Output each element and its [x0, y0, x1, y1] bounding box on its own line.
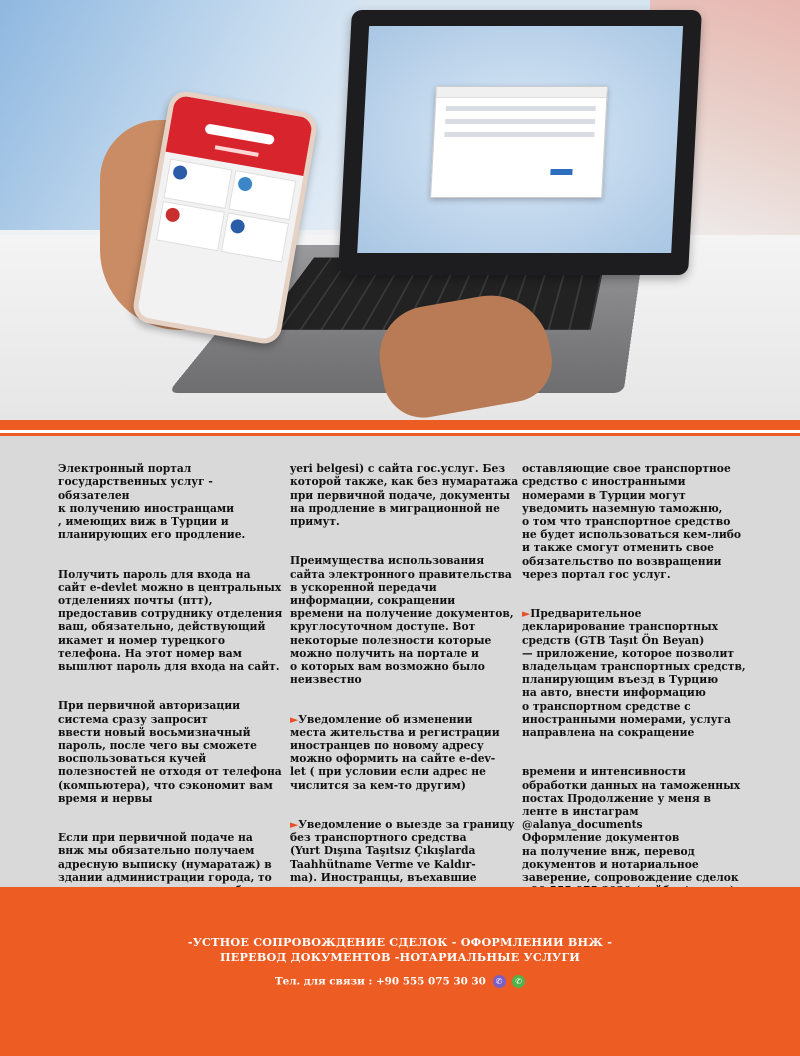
app-logo: [204, 123, 275, 145]
orange-divider: [0, 420, 800, 430]
arrow-icon: ►: [522, 607, 531, 621]
footer-banner: [0, 887, 800, 1056]
contact-line: [0, 975, 800, 988]
paragraph: Электронный портал государственных услуг - обязателен к получению иностранцами , имеющих виж в Турции и планирующих его продление.: [58, 462, 246, 542]
contact-phone: Тел. для связи : +90 555 075 30 30: [274, 975, 486, 988]
paragraph: Получить пароль для входа на сайт e-devlet можно в центральных отделениях почты (птт), предоставив сотруднику отделения ваш, обязательно, действующий икамет и номер турецкого телефона. На этот номер вам вышлют пароль для входа на сайт.: [58, 567, 283, 674]
arrow-icon: ►: [290, 818, 299, 832]
whatsapp-icon[interactable]: ✆: [512, 975, 525, 988]
paragraph: Преимущества использования сайта электронного правительства в ускоренной передачи информации, сокращении времени на получение документов, круглосуточном доступе. Вот некоторые полезности которые можно получить на портале и о которых вам возможно было неизвестно: [290, 554, 514, 687]
paragraph-bullet: ►Уведомление об изменении места жительства и регистрации иностранцев по новому адресу можно оформить на сайте e-dev- let ( при условии если адрес не числится за кем-то другим): [290, 712, 500, 792]
laptop-lid: [338, 10, 702, 275]
paragraph: времени и интенсивности обработки данных на таможенных постах Продолжение у меня в ленте в инстаграм @alanya_documents Оформление документов на получение внж, перевод документов и нотариальное заверение, сопровождение сделок: [522, 765, 741, 885]
services-line-2: ПЕРЕВОД ДОКУМЕНТОВ -НОТАРИАЛЬНЫЕ УСЛУГИ: [219, 950, 581, 964]
login-window-illustration: [430, 86, 608, 198]
arrow-icon: ►: [290, 712, 299, 726]
services-line-1: -УСТНОЕ СОПРОВОЖДЕНИЕ СДЕЛОК - ОФОРМЛЕНИИ ВНЖ -: [187, 935, 613, 949]
article-body: [0, 436, 800, 887]
paragraph-bullet: ►Предварительное декларирование транспортных средств (GTB Taşıt Ön Beyan) — приложение, которое позволит владельцам транспортных средств, планирующим въезд в Турцию на авто, внести информацию о транспортном средстве с иностранными номерами, услуга направлена на сокращение: [522, 607, 746, 740]
paragraph: При первичной авторизации система сразу запросит ввести новый восьмизначный пароль, после чего вы сможете воспользоваться кучей полезностей не отходя от телефона (компьютера), что сэкономит вам время и нервы: [58, 699, 282, 805]
hero-photo: [0, 0, 800, 420]
column-3: [522, 449, 782, 924]
laptop-screen: [357, 26, 683, 253]
paragraph: оставляющие свое транспортное средство с иностранными номерами в Турции могут уведомить наземную таможню, о том что транспортное средство не будет использоваться кем-либо и также смогут отменить свое обязательство по возвращении через портал гос услуг.: [522, 462, 742, 581]
paragraph: Если при первичной подаче на внж мы обязательно получаем адресную выписку (нумаратаж) в здании администрации города, то: [58, 831, 272, 884]
column-2: [290, 449, 520, 937]
paragraph-bullet: ►Уведомление о выезде за границу без транспортного средства (Yurt Dışına Taşıtsız Çıkışlarda Taahhütname Verme ve Kaldır- ma). Иностранцы, въехавшие: [290, 818, 515, 884]
column-1: [58, 449, 283, 950]
paragraph: yeri belgesi) с сайта гос.услуг. Без которой также, как без нумаратажа при первичной подаче, документы на продление в миграционной не примут.: [290, 462, 519, 529]
viber-icon[interactable]: ✆: [493, 975, 506, 988]
